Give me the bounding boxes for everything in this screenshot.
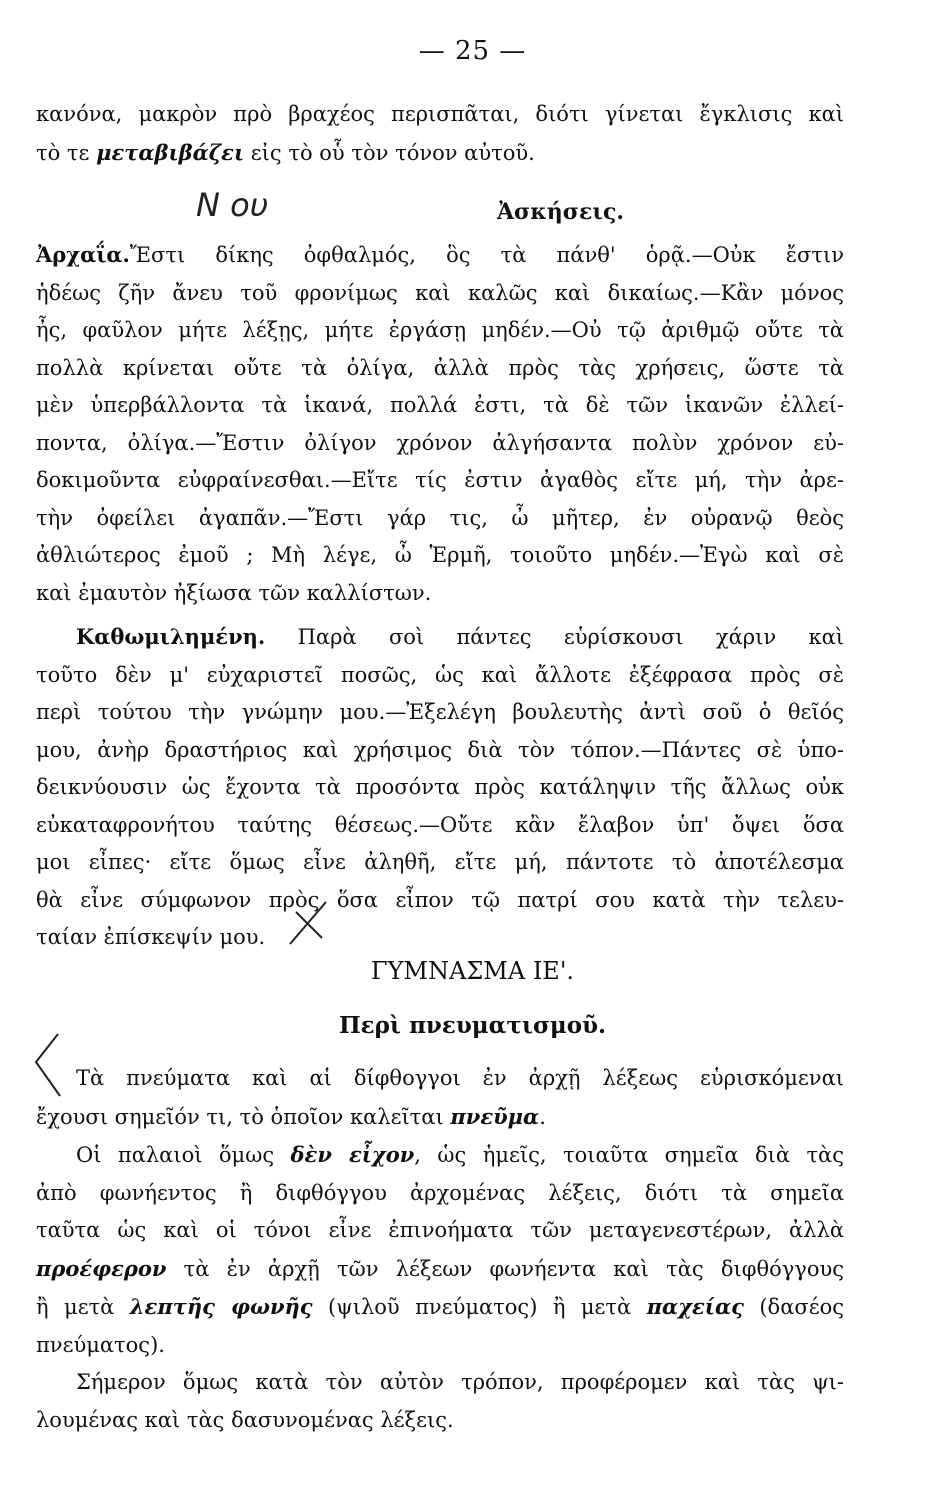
text-line: τὴν ὀφείλει ἀγαπᾶν.—Ἔστι γάρ τις, ὦ μῆτερ, ἐν οὐρανῷ θεὸς (36, 505, 844, 530)
exercises-heading: Ἀσκήσεις. (496, 199, 625, 225)
text-line: εὐκαταφρονήτου ταύτης θέσεως.—Οὔτε κἂν ἔλαβον ὑπ' ὄψει ὅσα (36, 812, 844, 837)
text-line: προέφερον τὰ ἐν ἀρχῇ τῶν λέξεων φωνήεντα καὶ τὰς διφθόγγους (36, 1255, 844, 1281)
section-heading: Περὶ πνευματισμοῦ. (338, 1012, 607, 1039)
text-line: θὰ εἶνε σύμφωνον πρὸς ὅσα εἶπον τῷ πατρί σου κατὰ τὴν τελευ- (36, 887, 844, 912)
text-line: λουμένας καὶ τὰς δασυνομένας λέξεις. (36, 1407, 454, 1432)
archaia-label: Ἀρχαΐα. (36, 242, 130, 267)
text-line: πνεύματος). (36, 1332, 165, 1357)
text-line: Σήμερον ὅμως κατὰ τὸν αὐτὸν τρόπον, προφέρομεν καὶ τὰς ψι- (76, 1370, 844, 1394)
text-line: ταίαν ἐπίσκεψίν μου. (36, 925, 266, 949)
text-line: δοκιμοῦντα εὐφραίνεσθαι.—Εἴτε τίς ἐστιν ἀγαθὸς εἴτε μή, τὴν ἀρε- (36, 468, 844, 492)
text-line: δεικνύουσιν ὡς ἔχοντα τὰ προσόντα πρὸς κατάληψιν τῆς ἄλλως οὐκ (36, 775, 844, 799)
text-line: ποντα, ὀλίγα.—Ἔστιν ὀλίγον χρόνον ἀλγήσαντα πολὺν χρόνον εὐ- (36, 430, 844, 455)
text-line: τοῦτο δὲν μ' εὐχαριστεῖ ποσῶς, ὡς καὶ ἄλλοτε ἐξέφρασα πρὸς σὲ (36, 662, 844, 687)
text-line: Ἀρχαΐα.Ἔστι δίκης ὀφθαλμός, ὃς τὰ πάνθ' ὁρᾷ.—Οὐκ ἔστιν (36, 242, 844, 267)
text-line: πολλὰ κρίνεται οὔτε τὰ ὀλίγα, ἀλλὰ πρὸς τὰς χρήσεις, ὥστε τὰ (36, 355, 844, 380)
text-line: τὸ τε μεταβιβάζει εἰς τὸ οὗ τὸν τόνον αὐτοῦ. (36, 139, 535, 165)
page-number: — 25 — (418, 36, 527, 66)
text-line: ταῦτα ὡς καὶ οἱ τόνοι εἶνε ἐπινοήματα τῶν μεταγενεστέρων, ἀλλὰ (36, 1218, 844, 1242)
text-line: Οἱ παλαιοὶ ὅμως δὲν εἶχον, ὡς ἡμεῖς, τοιαῦτα σημεῖα διὰ τὰς (76, 1142, 844, 1167)
kathom-paragraph (36, 618, 844, 957)
text-line: ἀπὸ φωνήεντος ἢ διφθόγγου ἀρχομένας λέξεις, διότι τὰ σημεῖα (36, 1180, 844, 1205)
text-line: ἦς, φαῦλον μήτε λέξῃς, μήτε ἐργάσῃ μηδέν.—Οὐ τῷ ἀριθμῷ οὔτε τὰ (36, 318, 844, 342)
intro-paragraph (36, 96, 844, 172)
archaia-paragraph (36, 236, 844, 612)
text-line: Καθωμιλημένη. Παρὰ σοὶ πάντες εὑρίσκουσι χάριν καὶ (76, 624, 844, 649)
text-line: ἔχουσι σημεῖόν τι, τὸ ὁποῖον καλεῖται πνεῦμα. (36, 1103, 546, 1129)
text-line: μου, ἀνὴρ δραστήριος καὶ χρήσιμος διὰ τὸν τόπον.—Πάντες σὲ ὑπο- (36, 737, 844, 762)
handwritten-note: N ου (196, 186, 269, 224)
text-line: ἀθλιώτερος ἐμοῦ ; Μὴ λέγε, ὦ Ἑρμῆ, τοιοῦτο μηδέν.—Ἐγὼ καὶ σὲ (36, 543, 844, 567)
body-paragraphs (36, 1060, 844, 1439)
text-line: περὶ τούτου τὴν γνώμην μου.—Ἐξελέγη βουλευτὴς ἀντὶ σοῦ ὁ θεῖός (36, 700, 844, 724)
text-line: καὶ ἐμαυτὸν ἠξίωσα τῶν καλλίστων. (36, 580, 432, 605)
text-line: Τὰ πνεύματα καὶ αἱ δίφθογγοι ἐν ἀρχῇ λέξεως εὑρισκόμεναι (76, 1066, 844, 1090)
text-line: κανόνα, μακρὸν πρὸ βραχέος περισπᾶται, διότι γίνεται ἔγκλισις καὶ (36, 102, 844, 126)
text-line: μὲν ὑπερβάλλοντα τὰ ἱκανά, πολλά ἐστι, τὰ δὲ τῶν ἱκανῶν ἐλλεί- (36, 393, 844, 417)
emphasis: μεταβιβάζει (96, 139, 245, 165)
gymnasma-heading: ΓΥΜΝΑΣΜΑ ΙΕ'. (370, 957, 575, 985)
handwritten-cross-mark (282, 898, 332, 948)
text-line: ἢ μετὰ λεπτῆς φωνῆς (ψιλοῦ πνεύματος) ἢ μετὰ παχείας (δασέος (36, 1294, 845, 1319)
text-line: ἡδέως ζῆν ἄνευ τοῦ φρονίμως καὶ καλῶς καὶ δικαίως.—Κἂν μόνος (36, 280, 844, 305)
kathom-label: Καθωμιλημένη. (76, 624, 266, 649)
text-line: μοι εἶπες· εἴτε ὅμως εἶνε ἀληθῆ, εἴτε μή, πάντοτε τὸ ἀποτέλεσμα (36, 850, 844, 874)
